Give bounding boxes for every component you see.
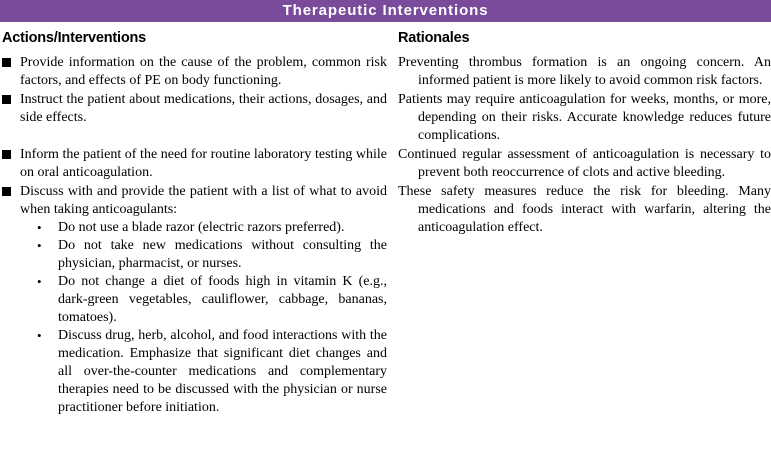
rationale-text: These safety measures reduce the risk for bleeding. Many medications and foods interact with warfarin, altering the anticoagulation effect. [398,184,771,235]
rationale-text: Preventing thrombus formation is an ongoing concern. An informed patient is more likely to avoid common risk factors. [398,55,771,88]
intervention-text: Discuss with and provide the patient with a list of what to avoid when taking anticoagulants: [20,184,387,217]
table-row [0,54,771,90]
intervention-text: Instruct the patient about medications, their actions, dosages, and side effects. [20,92,387,125]
rationale-cell [398,91,771,145]
table-title: Therapeutic Interventions [282,2,489,19]
rationale-cell [398,54,771,90]
table-row [0,183,771,417]
column-header-actions: Actions/Interventions [2,30,147,46]
sub-list-item [36,273,387,327]
sub-list-item [36,219,387,237]
sub-list-item [36,327,387,417]
sub-list-item [36,237,387,273]
column-header-rationales: Rationales [398,30,470,46]
table-body [0,54,771,417]
dot-bullet-icon: • [37,328,42,343]
intervention-item [2,54,387,90]
intervention-item [2,183,387,219]
intervention-text: Provide information on the cause of the problem, common risk factors, and effects of PE on body functioning. [20,55,387,88]
rationale-text: Continued regular assessment of anticoagulation is necessary to prevent both reoccurrence of clots and active bleeding. [398,147,771,180]
rationale-text: Patients may require anticoagulation for weeks, months, or more, depending on their risks. Accurate knowledge reduces future complications. [398,92,771,143]
column-headers [0,30,771,47]
intervention-item [2,146,387,182]
rationale-cell [398,146,771,182]
dot-bullet-icon: • [37,274,42,289]
square-bullet-icon [2,187,11,196]
dot-bullet-icon: • [37,220,42,235]
dot-bullet-icon: • [37,238,42,253]
intervention-item [2,91,387,127]
intervention-cell [0,183,390,417]
table-row [0,146,771,182]
intervention-text: Inform the patient of the need for routine laboratory testing while on oral anticoagulation. [20,147,387,180]
sub-item-text: Do not change a diet of foods high in vitamin K (e.g., dark-green vegetables, cauliflower, cabbage, bananas, tomatoes). [58,274,387,325]
intervention-cell [0,91,390,145]
table-title-bar [0,0,771,22]
intervention-cell [0,54,390,90]
sub-item-text: Discuss drug, herb, alcohol, and food interactions with the medication. Emphasize that significant diet changes and all over-the-counter medications and complementary therapies need to be discussed with the physician or nurse practitioner before initiation. [58,328,387,415]
square-bullet-icon [2,150,11,159]
intervention-cell [0,146,390,182]
sub-item-text: Do not take new medications without consulting the physician, pharmacist, or nurses. [58,238,387,271]
square-bullet-icon [2,58,11,67]
table-row [0,91,771,145]
avoidance-sub-list [2,219,387,417]
rationale-cell [398,183,771,417]
square-bullet-icon [2,95,11,104]
sub-item-text: Do not use a blade razor (electric razors preferred). [58,220,345,235]
